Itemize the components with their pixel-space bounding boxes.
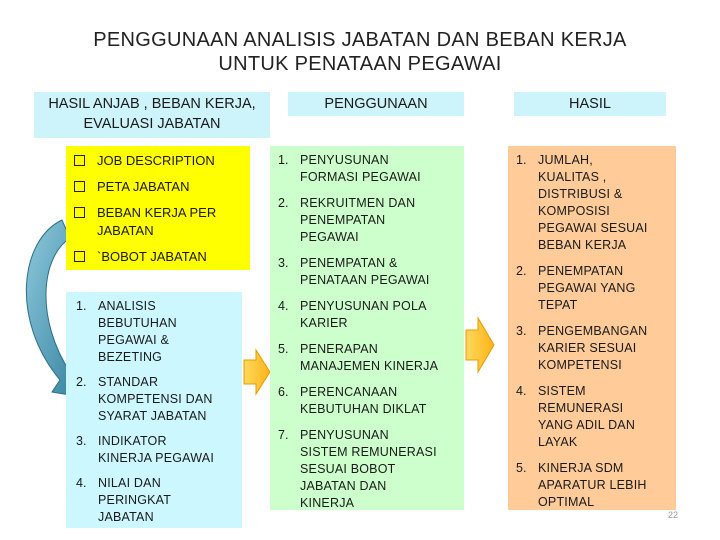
list-item — [74, 178, 242, 196]
item-number: 1. — [278, 153, 289, 167]
list-item — [516, 383, 672, 451]
item-number: 6. — [278, 385, 289, 399]
list-item — [278, 298, 460, 332]
item-number: 2. — [278, 196, 289, 210]
result-box — [508, 146, 676, 510]
item-text: PENEMPATAN PEGAWAI YANG TEPAT — [538, 264, 636, 312]
input-item-label: BEBAN KERJA PER JABATAN — [97, 205, 217, 238]
checkbox-icon — [74, 181, 85, 192]
list-item — [278, 195, 460, 246]
item-text: KINERJA SDM APARATUR LEBIH OPTIMAL — [538, 461, 647, 509]
list-item — [76, 298, 236, 366]
list-item — [278, 384, 460, 418]
list-item — [516, 152, 672, 254]
title-line-1: PENGGUNAAN ANALISIS JABATAN DAN BEBAN KERJA — [93, 29, 627, 51]
item-text: ANALISIS BEBUTUHAN PEGAWAI & BEZETING — [98, 299, 177, 364]
item-text: SISTEM REMUNERASI YANG ADIL DAN LAYAK — [538, 384, 636, 449]
list-item — [278, 152, 460, 186]
list-item — [516, 263, 672, 314]
input-item-label: `BOBOT JABATAN — [97, 249, 207, 264]
checkbox-icon — [74, 207, 85, 218]
item-text: PERENCANAAN KEBUTUHAN DIKLAT — [300, 385, 427, 416]
list-item — [76, 433, 236, 467]
item-text: PENEMPATAN & PENATAAN PEGAWAI — [300, 256, 430, 287]
list-item — [516, 460, 672, 511]
list-item — [74, 152, 242, 170]
usage-list — [278, 152, 460, 512]
checkbox-icon — [74, 251, 85, 262]
item-number: 3. — [278, 256, 289, 270]
item-text: JUMLAH, KUALITAS , DISTRIBUSI & KOMPOSISI PEGAWAI SESUAI BEBAN KERJA — [538, 153, 648, 252]
item-text: PENGEMBANGAN KARIER SESUAI KOMPETENSI — [538, 324, 648, 372]
item-text: INDIKATOR KINERJA PEGAWAI — [98, 434, 214, 465]
list-item — [278, 427, 460, 512]
input-box — [66, 146, 250, 270]
input-item-label: PETA JABATAN — [97, 179, 190, 194]
result-list — [516, 152, 672, 511]
item-number: 4. — [76, 476, 87, 490]
item-text: PENYUSUNAN FORMASI PEGAWAI — [300, 153, 421, 184]
header-result: HASIL — [514, 92, 666, 116]
item-number: 5. — [278, 342, 289, 356]
item-text: STANDAR KOMPETENSI DAN SYARAT JABATAN — [98, 375, 213, 423]
analysis-box — [66, 292, 242, 528]
item-number: 2. — [516, 264, 527, 278]
item-text: PENYUSUNAN SISTEM REMUNERASI SESUAI BOBOT JABATAN DAN KINERJA — [300, 428, 437, 510]
item-number: 4. — [516, 384, 527, 398]
list-item — [278, 341, 460, 375]
input-list — [74, 152, 242, 266]
item-text: PENYUSUNAN POLA KARIER — [300, 299, 427, 330]
header-input: HASIL ANJAB , BEBAN KERJA, EVALUASI JABATAN — [34, 92, 270, 138]
title-line-2: UNTUK PENATAAN PEGAWAI — [218, 53, 502, 75]
page-number: 22 — [668, 510, 679, 520]
right-arrow-icon — [466, 318, 494, 372]
list-item — [76, 374, 236, 425]
page-title — [0, 28, 720, 76]
item-number: 1. — [516, 153, 527, 167]
item-text: NILAI DAN PERINGKAT JABATAN — [98, 476, 172, 524]
item-number: 7. — [278, 428, 289, 442]
item-number: 2. — [76, 375, 87, 389]
list-item — [74, 204, 242, 240]
input-item-label: JOB DESCRIPTION — [97, 153, 215, 168]
list-item — [278, 255, 460, 289]
analysis-list — [76, 298, 236, 526]
list-item — [516, 323, 672, 374]
item-number: 5. — [516, 461, 527, 475]
list-item — [74, 248, 242, 266]
item-number: 4. — [278, 299, 289, 313]
item-text: REKRUITMEN DAN PENEMPATAN PEGAWAI — [300, 196, 416, 244]
item-number: 1. — [76, 299, 87, 313]
checkbox-icon — [74, 155, 85, 166]
item-number: 3. — [516, 324, 527, 338]
usage-box — [270, 146, 464, 510]
item-text: PENERAPAN MANAJEMEN KINERJA — [300, 342, 439, 373]
right-arrow-icon — [244, 350, 270, 394]
item-number: 3. — [76, 434, 87, 448]
list-item — [76, 475, 236, 526]
header-usage: PENGGUNAAN — [288, 92, 464, 116]
